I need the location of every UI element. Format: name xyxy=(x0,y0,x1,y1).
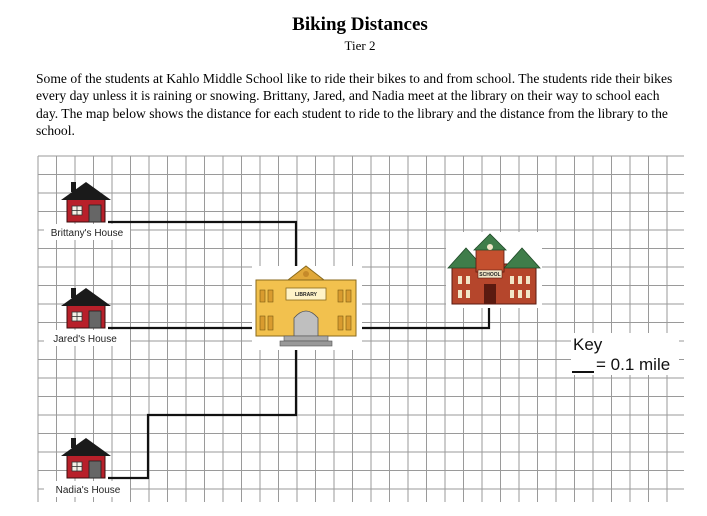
page-title: Biking Distances xyxy=(292,14,428,35)
library-icon xyxy=(252,266,362,350)
svg-text:LIBRARY: LIBRARY xyxy=(294,292,318,298)
nadias-house-label: Nadia's House xyxy=(55,485,121,496)
key-title: Key xyxy=(573,335,603,354)
brittanys-house-label: Brittany's House xyxy=(50,228,124,239)
jareds-house-label: Jared's House xyxy=(53,334,117,345)
page-subtitle: Tier 2 xyxy=(344,38,376,53)
school-icon xyxy=(446,232,542,308)
svg-text:SCHOOL: SCHOOL xyxy=(479,272,501,278)
grid-map xyxy=(0,150,707,510)
problem-paragraph: Some of the students at Kahlo Middle School like to ride their bikes to and from school. The students ride their bikes every day unless it is raining or snowing. Brittany, Jared, and Nadia meet at the library on their way to school each day. The map below shows the distance for each student to ride to the library and the distance from the library to the school. xyxy=(36,71,673,138)
library-to-school-route xyxy=(360,305,489,328)
nadia-route xyxy=(108,348,296,478)
key-value: = 0.1 mile xyxy=(596,355,671,374)
map-key xyxy=(571,333,679,375)
